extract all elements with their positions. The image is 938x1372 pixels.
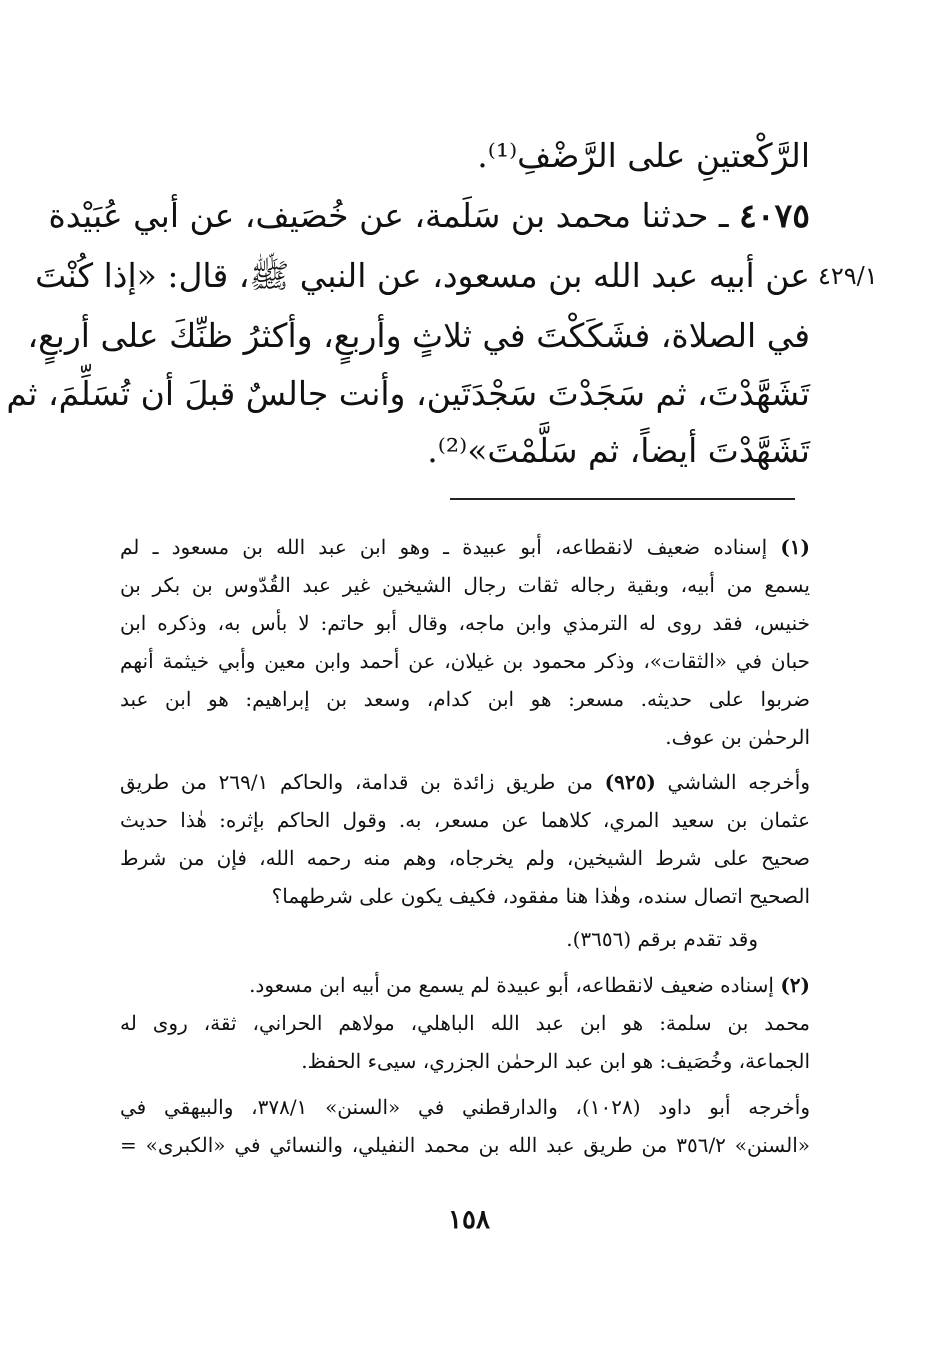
- footnote-2-line-2: محمد بن سلمة: هو ابن عبد الله الباهلي، مولاهم الحراني، ثقة، روى له: [120, 1011, 810, 1035]
- main-text-line-2: [48, 190, 810, 242]
- footnote-1-cross-reference: وقد تقدم برقم (٣٦٥٦).: [566, 927, 758, 951]
- margin-volume-page-reference: ٤٢٩/١: [818, 262, 878, 290]
- footnote-1-line-1: (١) إسناده ضعيف لانقطاعه، أبو عبيدة ـ وهو ابن عبد الله بن مسعود ـ لم: [120, 535, 810, 559]
- footnote-2-para-2-line-2: «السنن» ٣٥٦/٢ من طريق عبد الله بن محمد النفيلي، والنسائي في «الكبرى» =: [120, 1133, 810, 1157]
- main-text-line-1: الرَّكْعتينِ على الرَّضْفِ⁽¹⁾.: [477, 136, 810, 175]
- footnote-2-para-2-line-1: وأخرجه أبو داود (١٠٢٨)، والدارقطني في «السنن» ٣٧٨/١، والبيهقي في: [120, 1095, 810, 1119]
- isnad-start: ـ حدثنا محمد بن سَلَمة، عن خُصَيف، عن أبي عُبَيْدة: [48, 196, 740, 235]
- hadith-number: ٤٠٧٥: [739, 196, 810, 235]
- footnote-2-line-1: (٢) إسناده ضعيف لانقطاعه، أبو عبيدة لم يسمع من أبيه ابن مسعود.: [249, 973, 810, 997]
- footnote-1-para-2-line-1: وأخرجه الشاشي (٩٢٥) من طريق زائدة بن قدامة، والحاكم ٢٦٩/١ من طريق: [120, 770, 810, 794]
- footnote-2-marker: (٢): [780, 973, 810, 997]
- footnote-2-line-3: الجماعة، وخُصَيف: هو ابن عبد الرحمٰن الجزري، سيىء الحفظ.: [301, 1049, 810, 1073]
- footnote-1-line-3: خنيس، فقد روى له الترمذي وابن ماجه، وقال أبو حاتم: لا بأس به، وذكره ابن: [120, 611, 810, 635]
- main-text-line-4: في الصلاة، فشَكَكْتَ في ثلاثٍ وأربعٍ، وأكثرُ ظنِّكَ على أربعٍ،: [27, 316, 810, 355]
- page-number: ١٥٨: [448, 1205, 490, 1235]
- footnote-1-para-2-line-3: صحيح على شرط الشيخين، ولم يخرجاه، وهم منه رحمه الله، فإن من شرط: [120, 846, 810, 870]
- footnote-1-marker: (١): [780, 535, 810, 559]
- footnote-1-line-4: حبان في «الثقات»، وذكر محمود بن غيلان، عن أحمد وابن معين وأبي خيثمة أنهم: [120, 649, 811, 673]
- main-text-line-5: تَشَهَّدْتَ، ثم سَجَدْتَ سَجْدَتَين، وأنت جالسٌ قبلَ أن تُسَلِّمَ، ثم: [6, 374, 810, 413]
- main-text-line-3: عن أبيه عبد الله بن مسعود، عن النبي ﷺ، قال: «إذا كُنْتَ: [35, 256, 810, 295]
- footnote-1-line-5: ضربوا على حديثه. مسعر: هو ابن كدام، وسعد بن إبراهيم: هو ابن عبد: [120, 687, 810, 711]
- footnote-1-para-2-line-4: الصحيح اتصال سنده، وهٰذا هنا مفقود، فكيف يكون على شرطهما؟: [271, 884, 810, 908]
- main-text-line-6: تَشَهَّدْتَ أيضاً، ثم سَلَّمْتَ»⁽²⁾.: [427, 431, 810, 470]
- footnote-1-para-2-line-2: عثمان بن سعيد المري، كلاهما عن مسعر، به. وقول الحاكم بإثره: هٰذا حديث: [120, 808, 810, 832]
- footnote-1-line-6: الرحمٰن بن عوف.: [665, 725, 810, 749]
- footnote-1-line-2: يسمع من أبيه، وبقية رجاله ثقات رجال الشيخين غير عبد القُدّوس بن بكر بن: [120, 573, 810, 597]
- footnote-separator: [450, 498, 795, 500]
